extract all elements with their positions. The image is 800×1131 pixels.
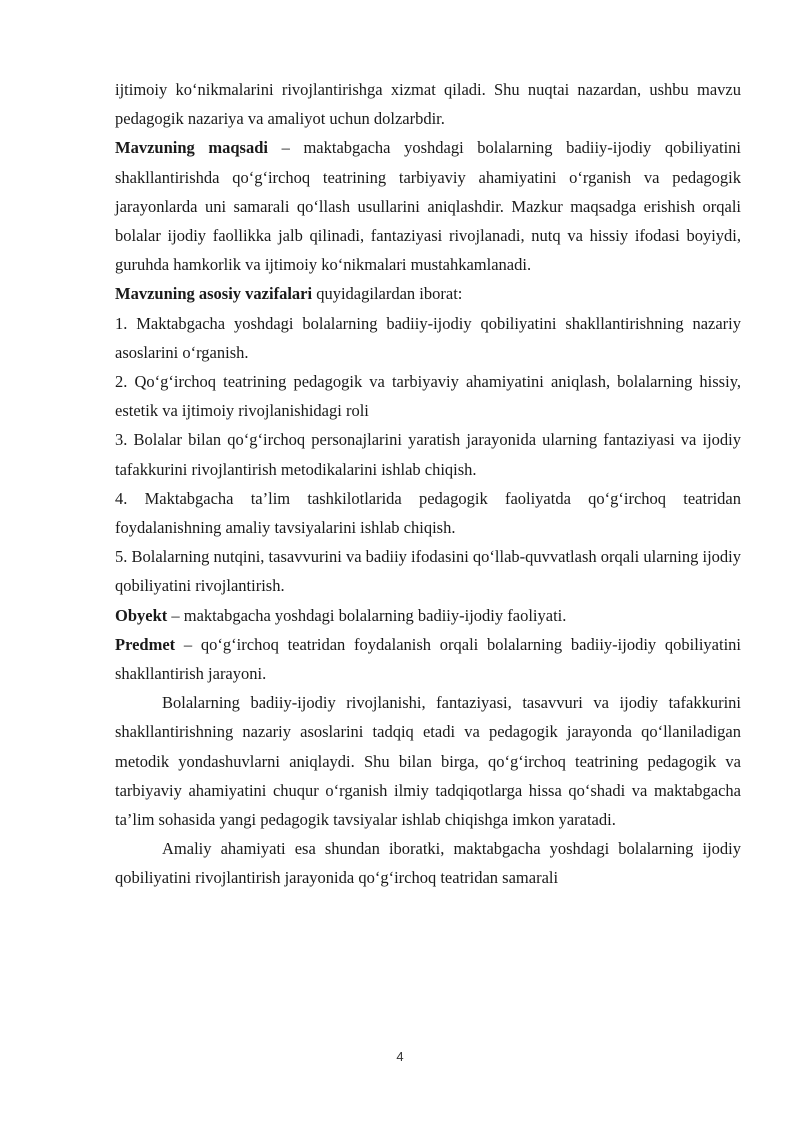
object-term: Obyekt bbox=[115, 605, 168, 625]
document-page bbox=[115, 75, 741, 893]
body-paragraph: Bolalarning badiiy-ijodiy rivojlanishi, fantaziyasi, tasavvuri va ijodiy tafakkurini shakllantirishning nazariy asoslarini tadqiq etadi va pedagogik jarayonda qo‘llaniladigan metodik yondashuvlarni aniqlaydi. Shu bilan birga, qo‘g‘irchoq teatrining pedagogik va tarbiyaviy ahamiyatini chuqur o‘rganish ilmiy tadqiqotlarga hissa qo‘shadi va maktabgacha ta’lim sohasida yangi pedagogik tavsiyalar ishlab chiqishga imkon yaratadi. bbox=[115, 693, 741, 830]
subject-term: Predmet bbox=[115, 634, 176, 654]
task-item-3: 3. Bolalar bilan qo‘g‘irchoq personajlarini yaratish jarayonida ularning fantaziyasi va ijodiy tafakkurini rivojlantirish metodikalarini ishlab chiqish. bbox=[115, 430, 741, 479]
page-number: 4 bbox=[396, 1049, 404, 1064]
body-paragraph: Amaliy ahamiyati esa shundan iboratki, maktabgacha yoshdagi bolalarning ijodiy qobiliyatini rivojlantirish jarayonida qo‘g‘irchoq teatridan samarali bbox=[115, 839, 741, 888]
object-paragraph bbox=[115, 601, 741, 630]
goal-paragraph bbox=[115, 133, 741, 279]
task-item-2: 2. Qo‘g‘irchoq teatrining pedagogik va tarbiyaviy ahamiyatini aniqlash, bolalarning hissiy, estetik va ijtimoiy rivojlanishidagi roli bbox=[115, 372, 741, 421]
task-item-4: 4. Maktabgacha ta’lim tashkilotlarida pedagogik faoliyatda qo‘g‘irchoq teatridan foydalanishning amaliy tavsiyalarini ishlab chiqish. bbox=[115, 488, 741, 538]
goal-term: Mavzuning maqsadi bbox=[115, 138, 268, 158]
tasks-text: quyidagilardan iborat: bbox=[312, 284, 463, 304]
intro-paragraph: ijtimoiy ko‘nikmalarini rivojlantirishga xizmat qiladi. Shu nuqtai nazardan, ushbu mavzu pedagogik nazariya va amaliyot uchun dolzarbdir. bbox=[115, 80, 741, 129]
tasks-term: Mavzuning asosiy vazifalari bbox=[115, 284, 313, 304]
subject-paragraph bbox=[115, 630, 741, 688]
tasks-heading bbox=[115, 279, 741, 308]
object-text: – maktabgacha yoshdagi bolalarning badiiy-ijodiy faoliyati. bbox=[167, 605, 567, 625]
goal-text: – maktabgacha yoshdagi bolalarning badiiy-ijodiy qobiliyatini shakllantirishda qo‘g‘irchoq teatrining tarbiyaviy ahamiyatini o‘rganish va pedagogik jarayonlarda uni samarali qo‘llash usullarini aniqlashdir. Mazkur maqsadga erishish orqali bolalar ijodiy faollikka jalb qilinadi, fantaziyasi rivojlanadi, nutq va hissiy ifodasi boyiydi, guruhda hamkorlik va ijtimoiy ko‘nikmalari mustahkamlanadi. bbox=[115, 138, 741, 275]
subject-text: – qo‘g‘irchoq teatridan foydalanish orqali bolalarning badiiy-ijodiy qobiliyatini shakllantirish jarayoni. bbox=[115, 634, 741, 684]
task-item-1: 1. Maktabgacha yoshdagi bolalarning badiiy-ijodiy qobiliyatini shakllantirishning nazariy asoslarini o‘rganish. bbox=[115, 313, 741, 362]
task-item-5: 5. Bolalarning nutqini, tasavvurini va badiiy ifodasini qo‘llab-quvvatlash orqali ularning ijodiy qobiliyatini rivojlantirish. bbox=[115, 547, 741, 596]
